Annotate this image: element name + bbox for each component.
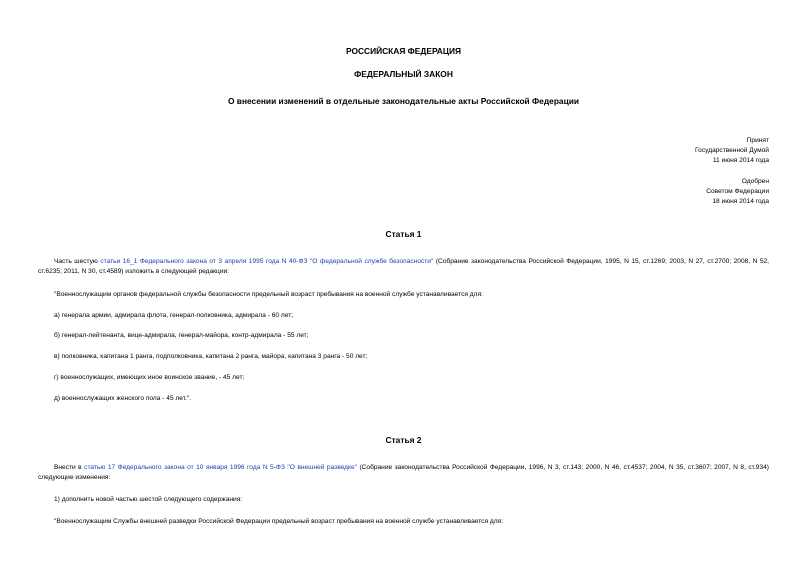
approved-label: Одобрен xyxy=(741,178,769,185)
article-2-item-1: 1) дополнить новой частью шестой следующего содержания: xyxy=(54,496,243,503)
adopted-date: 11 июня 2014 года xyxy=(712,157,769,164)
article-2-heading: Статья 2 xyxy=(385,435,422,445)
article-1-item-b: б) генерал-лейтенанта, вице-адмирала, генерал-майора, контр-адмирала - 55 лет; xyxy=(54,332,309,339)
law-5-fz-link[interactable]: статью 17 Федерального закона от 10 января 1996 года N 5-ФЗ "О внешней разведке" xyxy=(84,464,357,471)
approved-date: 18 июня 2014 года xyxy=(712,198,769,205)
adopted-body: Государственной Думой xyxy=(695,147,769,154)
article-2-intro-prefix: Внести в xyxy=(54,464,85,471)
article-1-intro-prefix: Часть шестую xyxy=(54,258,101,265)
article-2-intro xyxy=(38,463,769,483)
adopted-label: Принят xyxy=(746,137,769,144)
article-1-quote: "Военнослужащим органов федеральной службы безопасности предельный возраст пребывания на военной службе устанавливается для: xyxy=(54,291,483,298)
adopted-block xyxy=(695,136,769,166)
article-1-item-c: в) полковника, капитана 1 ранга, подполковника, капитана 2 ранга, майора, капитана 3 ранга - 50 лет; xyxy=(54,353,368,360)
article-1-item-e: д) военнослужащих женского пола - 45 лет.". xyxy=(54,395,192,402)
approved-block xyxy=(706,177,769,207)
article-1-item-a: а) генерала армии, адмирала флота, генерал-полковника, адмирала - 60 лет; xyxy=(54,312,294,319)
article-1-item-d: г) военнослужащих, имеющих иное воинское звание, - 45 лет; xyxy=(54,374,245,381)
country-title: РОССИЙСКАЯ ФЕДЕРАЦИЯ xyxy=(345,46,462,56)
law-title: О внесении изменений в отдельные законодательные акты Российской Федерации xyxy=(227,96,580,106)
approved-body: Советом Федерации xyxy=(706,188,769,195)
article-2-quote: "Военнослужащим Службы внешней разведки Российской Федерации предельный возраст пребывания на военной службе устанавливается для: xyxy=(54,518,503,525)
article-1-heading: Статья 1 xyxy=(385,229,422,239)
article-1-intro xyxy=(38,257,769,277)
article-1-intro-suffix: (Собрание законодательства Российской Федерации, 1995, N 15, ст.1269; 2003, N 27, ст.2700; 2008, N 52, ст.6235; 2011, N 30, ст.4589) изложить в следующей редакции: xyxy=(38,258,770,275)
law-type-title: ФЕДЕРАЛЬНЫЙ ЗАКОН xyxy=(354,69,453,79)
law-40-fz-link[interactable]: статьи 16_1 Федерального закона от 3 апреля 1995 года N 40-ФЗ "О федеральной службе безопасности" xyxy=(100,258,434,265)
article-2-intro-suffix: (Собрание законодательства Российской Федерации, 1996, N 3, ст.143; 2000, N 46, ст.4537; 2004, N 35, ст.3607; 2007, N 8, ст.934) следующие изменения: xyxy=(38,464,769,481)
